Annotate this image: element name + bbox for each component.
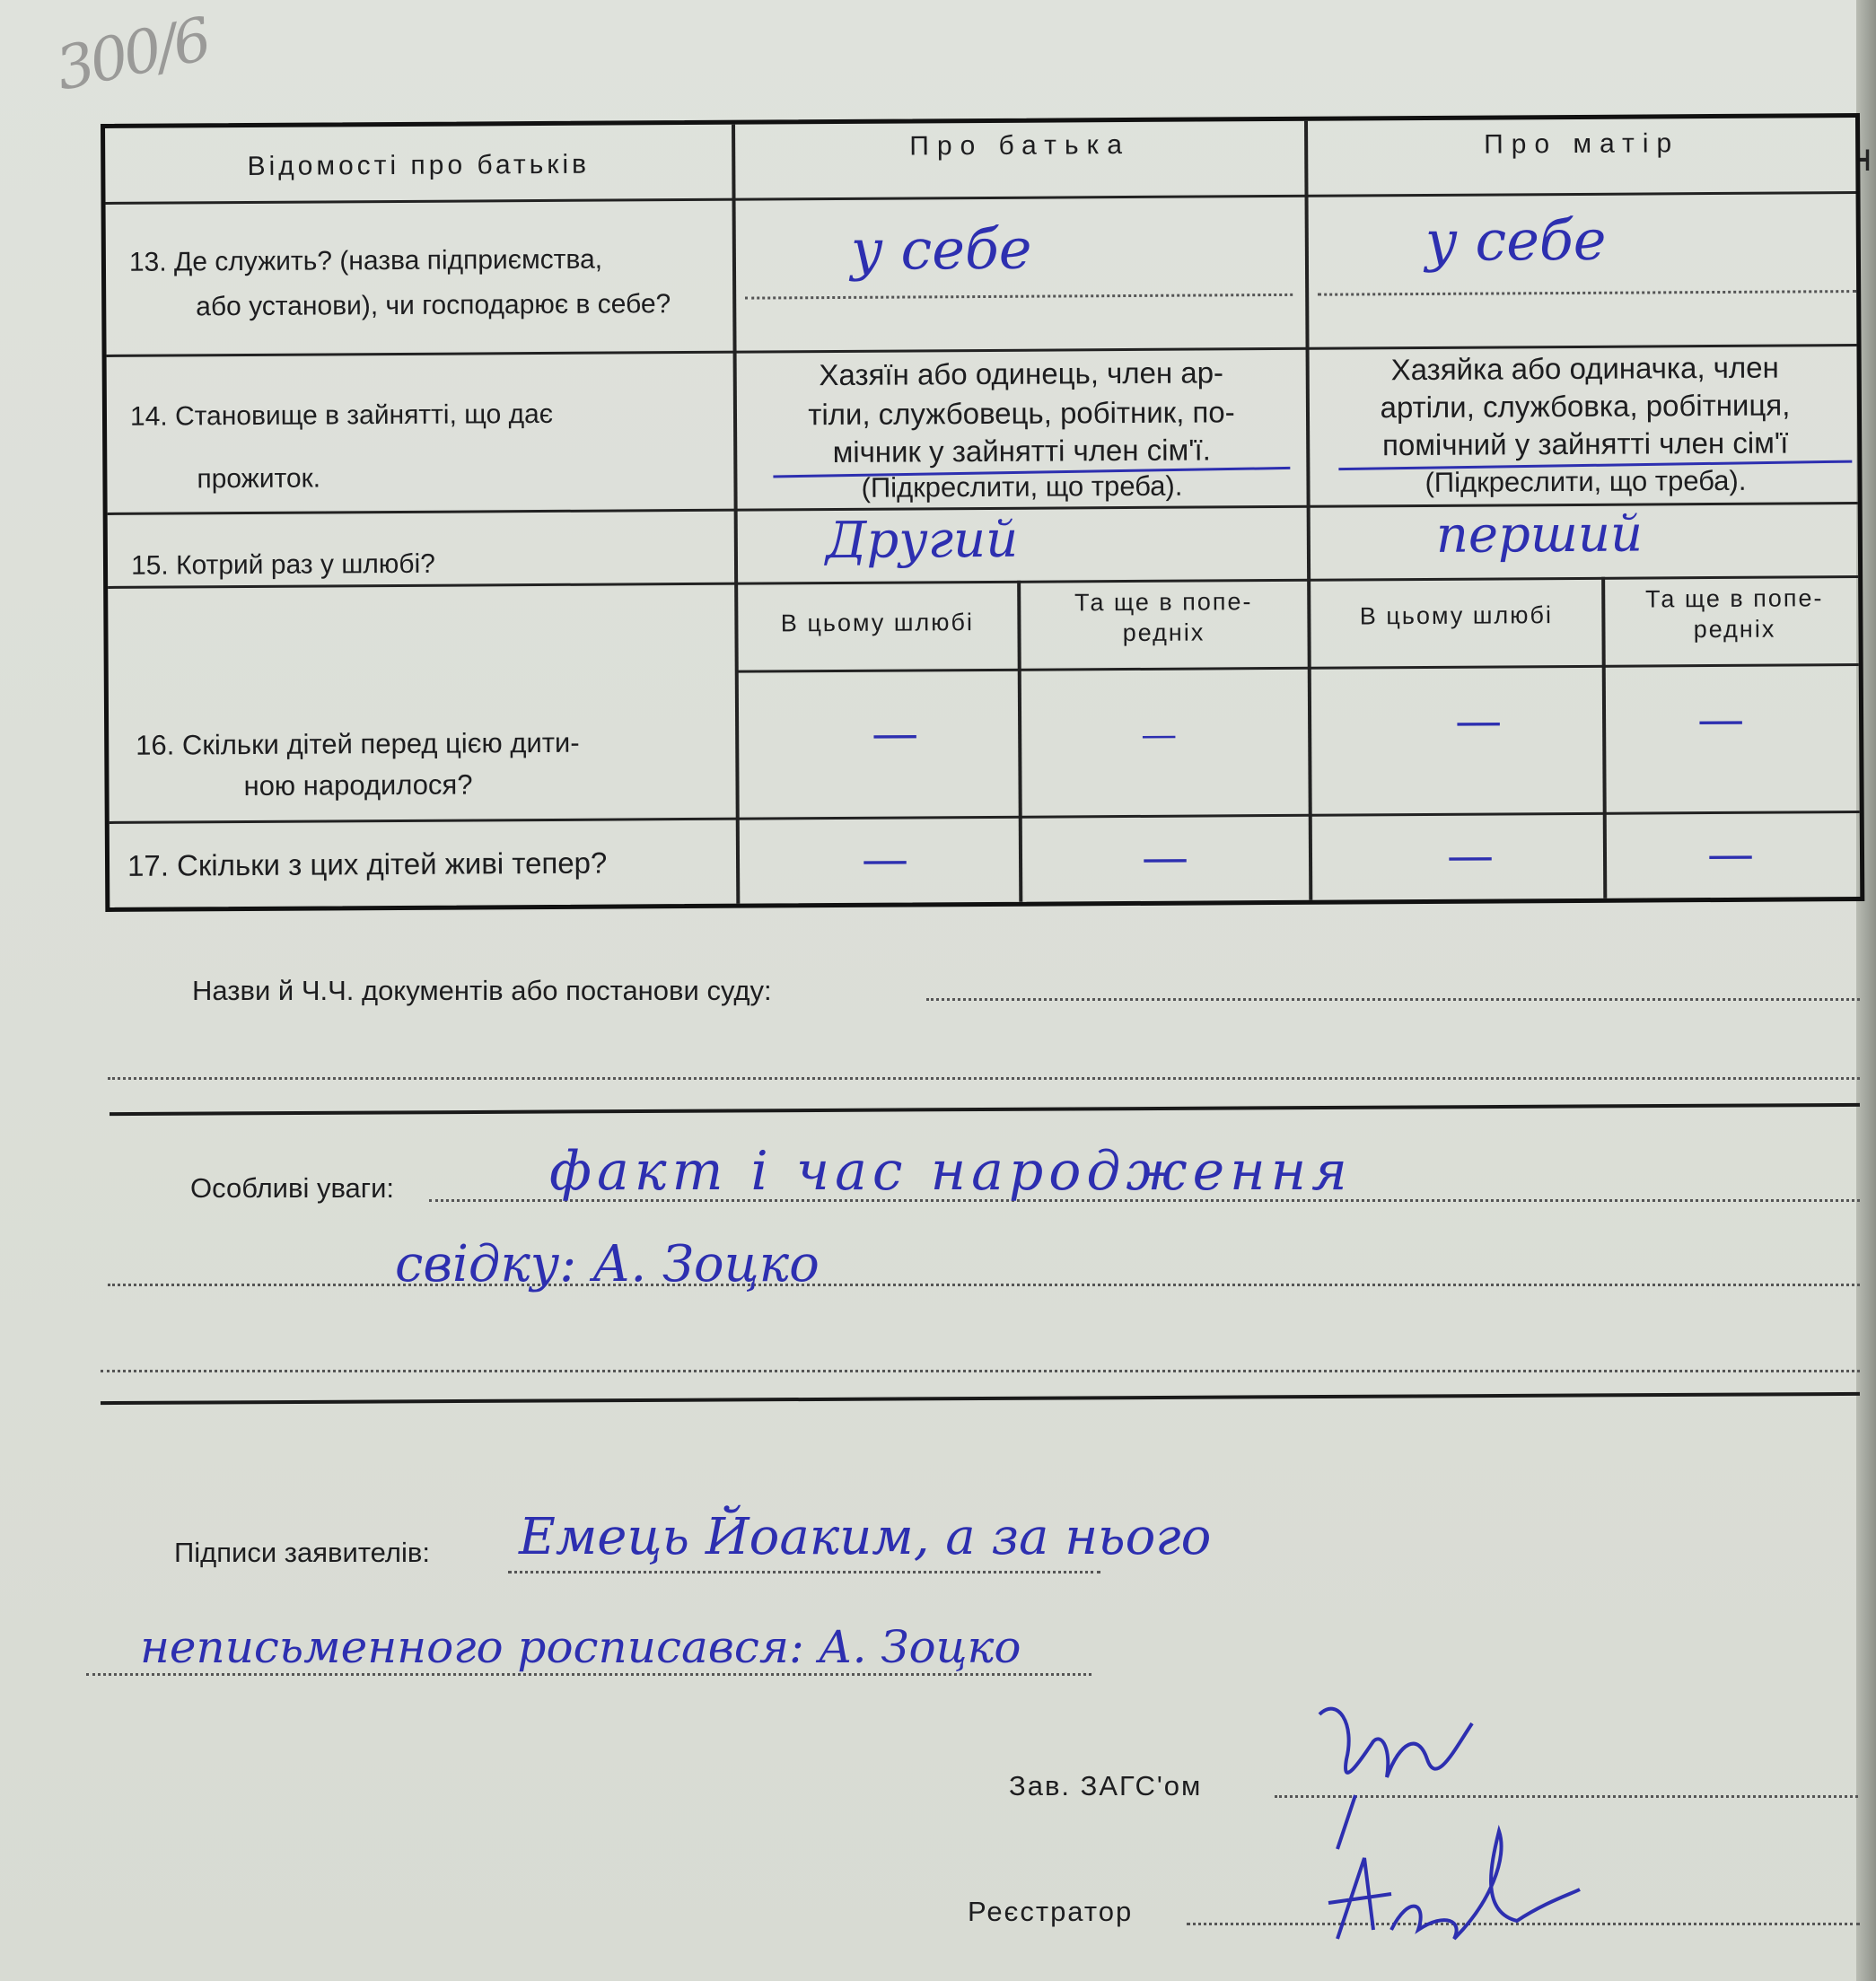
table-divider xyxy=(106,191,1856,205)
q16-value: — xyxy=(871,706,919,761)
q16-mother-previous: Та ще в попе- редніх xyxy=(1645,584,1824,644)
notes-line xyxy=(108,1284,1860,1286)
edge-letter: Н xyxy=(1855,144,1872,178)
q15-mother-answer: перший xyxy=(1435,504,1644,565)
table-divider xyxy=(737,663,1859,673)
table-column-divider xyxy=(1601,577,1607,898)
q13-father-line xyxy=(745,294,1293,300)
documents-line xyxy=(926,998,1860,1001)
q17-value: — xyxy=(1141,830,1189,885)
q15-label: 15. Котрий раз у шлюбі? xyxy=(130,548,435,581)
q15-father-answer: Другий xyxy=(825,510,1019,571)
q14-father-line3: мічник у зайнятті член сім'ї. xyxy=(832,433,1211,469)
q14-father-line1: Хазяїн або одинець, член ар- xyxy=(819,355,1224,392)
q16-label-line2: ною народилося? xyxy=(243,768,473,802)
q14-father-line2: тіли, службовець, робітник, по- xyxy=(808,395,1235,432)
q17-label: 17. Скільки з цих дітей живі тепер? xyxy=(127,846,608,882)
pencil-annotation: 300/6 xyxy=(49,4,215,104)
q13-label-line1: 13. Де служить? (назва підприємства, xyxy=(128,244,603,277)
q14-father-line4: (Підкреслити, що треба). xyxy=(861,469,1183,504)
signatures-handwritten-line2: неписьменного росписався: А. Зоцко xyxy=(140,1621,1021,1673)
notes-handwritten-line1: факт і час народження xyxy=(549,1140,1353,1203)
signatures-line xyxy=(86,1673,1091,1676)
registrar-signature xyxy=(1311,1804,1598,1975)
documents-line xyxy=(108,1077,1860,1080)
q16-mother-this-marriage: В цьому шлюбі xyxy=(1359,601,1553,630)
q13-father-answer: у себе xyxy=(850,215,1032,283)
notes-line xyxy=(101,1370,1860,1372)
header-mother: Про матір xyxy=(1484,128,1680,160)
q14-mother-line2: артіли, службовка, робітниця, xyxy=(1380,388,1791,425)
q13-mother-answer: у себе xyxy=(1425,206,1607,274)
q13-mother-line xyxy=(1318,290,1856,296)
notes-handwritten-line2: свідку: А. Зоцко xyxy=(395,1235,820,1293)
q14-mother-line1: Хазяйка або одиначка, член xyxy=(1390,350,1779,387)
parents-info-table xyxy=(101,113,1864,912)
table-column-divider xyxy=(732,125,740,904)
head-label: Зав. ЗАГС'ом xyxy=(1009,1770,1203,1801)
q16-value: — xyxy=(1141,714,1178,756)
registrar-label: Реєстратор xyxy=(968,1896,1134,1927)
signatures-line xyxy=(508,1571,1100,1573)
q14-mother-line3: помічний у зайнятті член сім'ї xyxy=(1381,425,1789,462)
q16-father-this-marriage: В цьому шлюбі xyxy=(780,609,975,637)
table-divider xyxy=(110,811,1860,824)
q16-value: — xyxy=(1696,692,1745,748)
table-column-divider xyxy=(1304,121,1312,900)
q17-value: — xyxy=(1706,827,1755,882)
signatures-handwritten-line1: Емець Йоаким, а за нього xyxy=(519,1508,1212,1566)
q16-value: — xyxy=(1454,694,1503,749)
q16-label-line1: 16. Скільки дітей перед цією дити- xyxy=(136,726,580,761)
q17-value: — xyxy=(861,832,909,887)
q14-label-line2: прожиток. xyxy=(197,463,321,495)
q13-label-line2: або установи), чи господарює в себе? xyxy=(196,289,671,322)
notes-label: Особливі уваги: xyxy=(190,1172,395,1204)
q14-label-line1: 14. Становище в зайнятті, що дає xyxy=(129,399,554,432)
q16-father-previous: Та ще в попе- редніх xyxy=(1074,588,1253,647)
header-father: Про батька xyxy=(909,129,1131,162)
signatures-label: Підписи заявителів: xyxy=(174,1537,430,1568)
table-column-divider xyxy=(1017,581,1022,902)
header-info: Відомості про батьків xyxy=(247,149,591,182)
q14-mother-line4: (Підкреслити, що треба). xyxy=(1425,464,1747,498)
documents-label: Назви й Ч.Ч. документів або постанови суду: xyxy=(192,975,772,1006)
q17-value: — xyxy=(1446,828,1495,883)
